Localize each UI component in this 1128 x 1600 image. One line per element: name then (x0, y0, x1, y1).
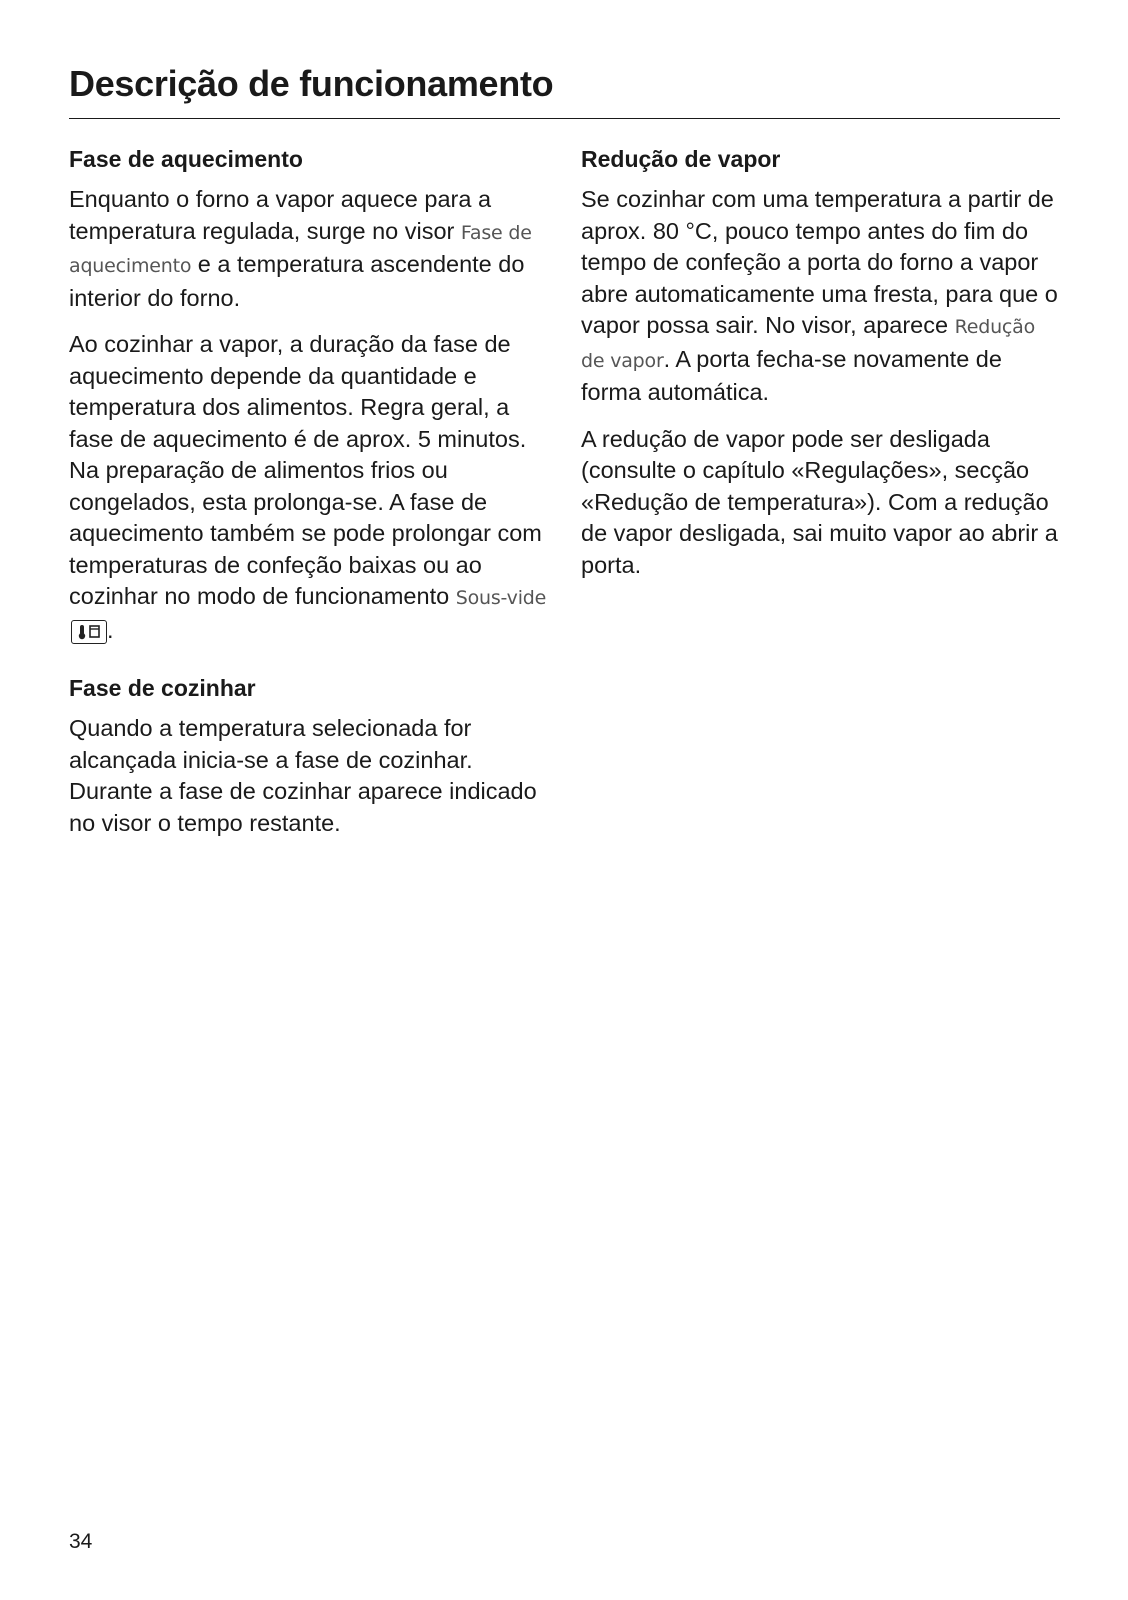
paragraph: A redução de vapor pode ser desligada (consulte o capítulo «Regulações», secção «Redução de temperatura»). Com a redução de vapor desligada, sai muito vapor ao abrir a porta. (581, 425, 1058, 578)
text: Ao cozinhar a vapor, a duração da fase de aquecimento depende da quantidade e temperatura dos alimentos. Regra geral, a fase de aquecimento é de aprox. 5 minutos. Na preparação de alimentos frios ou congelados, esta prolonga-se. A fase de aquecimento também se pode prolongar com temperaturas de confeção baixas ou ao cozinhar no modo de funcionamento (69, 331, 542, 609)
section-heading: Redução de vapor (581, 146, 781, 172)
section-steam-reduction (581, 143, 1059, 581)
text: . (107, 616, 114, 643)
text: Se cozinhar com uma temperatura a partir de aprox. 80 °C, pouco tempo antes do fim do tempo de confeção a porta do forno a vapor abre automaticamente uma fresta, para que o vapor possa sair. No visor, aparece (581, 186, 1058, 338)
text: e a temperatura ascendente do interior do forno. (69, 251, 525, 311)
section-heading: Fase de cozinhar (69, 675, 256, 701)
title-divider (69, 118, 1060, 119)
display-text: Fase de aquecimento (69, 221, 532, 277)
display-text: Sous-vide (455, 587, 547, 609)
paragraph (581, 184, 1059, 409)
section-cooking-phase (69, 672, 547, 839)
display-text: Redução de vapor (581, 316, 1036, 372)
paragraph (69, 329, 547, 646)
section-heating-phase (69, 143, 547, 646)
section-heading: Fase de aquecimento (69, 146, 303, 172)
sous-vide-mode-icon (71, 620, 107, 644)
text: . A porta fecha-se novamente de forma automática. (581, 345, 1002, 405)
page-title: Descrição de funcionamento (69, 63, 554, 104)
paragraph (69, 184, 547, 314)
text: Enquanto o forno a vapor aquece para a temperatura regulada, surge no visor (69, 186, 492, 244)
right-column (581, 143, 1059, 607)
page-number: 34 (69, 1530, 93, 1553)
left-column (69, 143, 547, 865)
paragraph: Quando a temperatura selecionada for alcançada inicia-se a fase de cozinhar. Durante a fase de cozinhar aparece indicado no visor o tempo restante. (69, 715, 537, 836)
